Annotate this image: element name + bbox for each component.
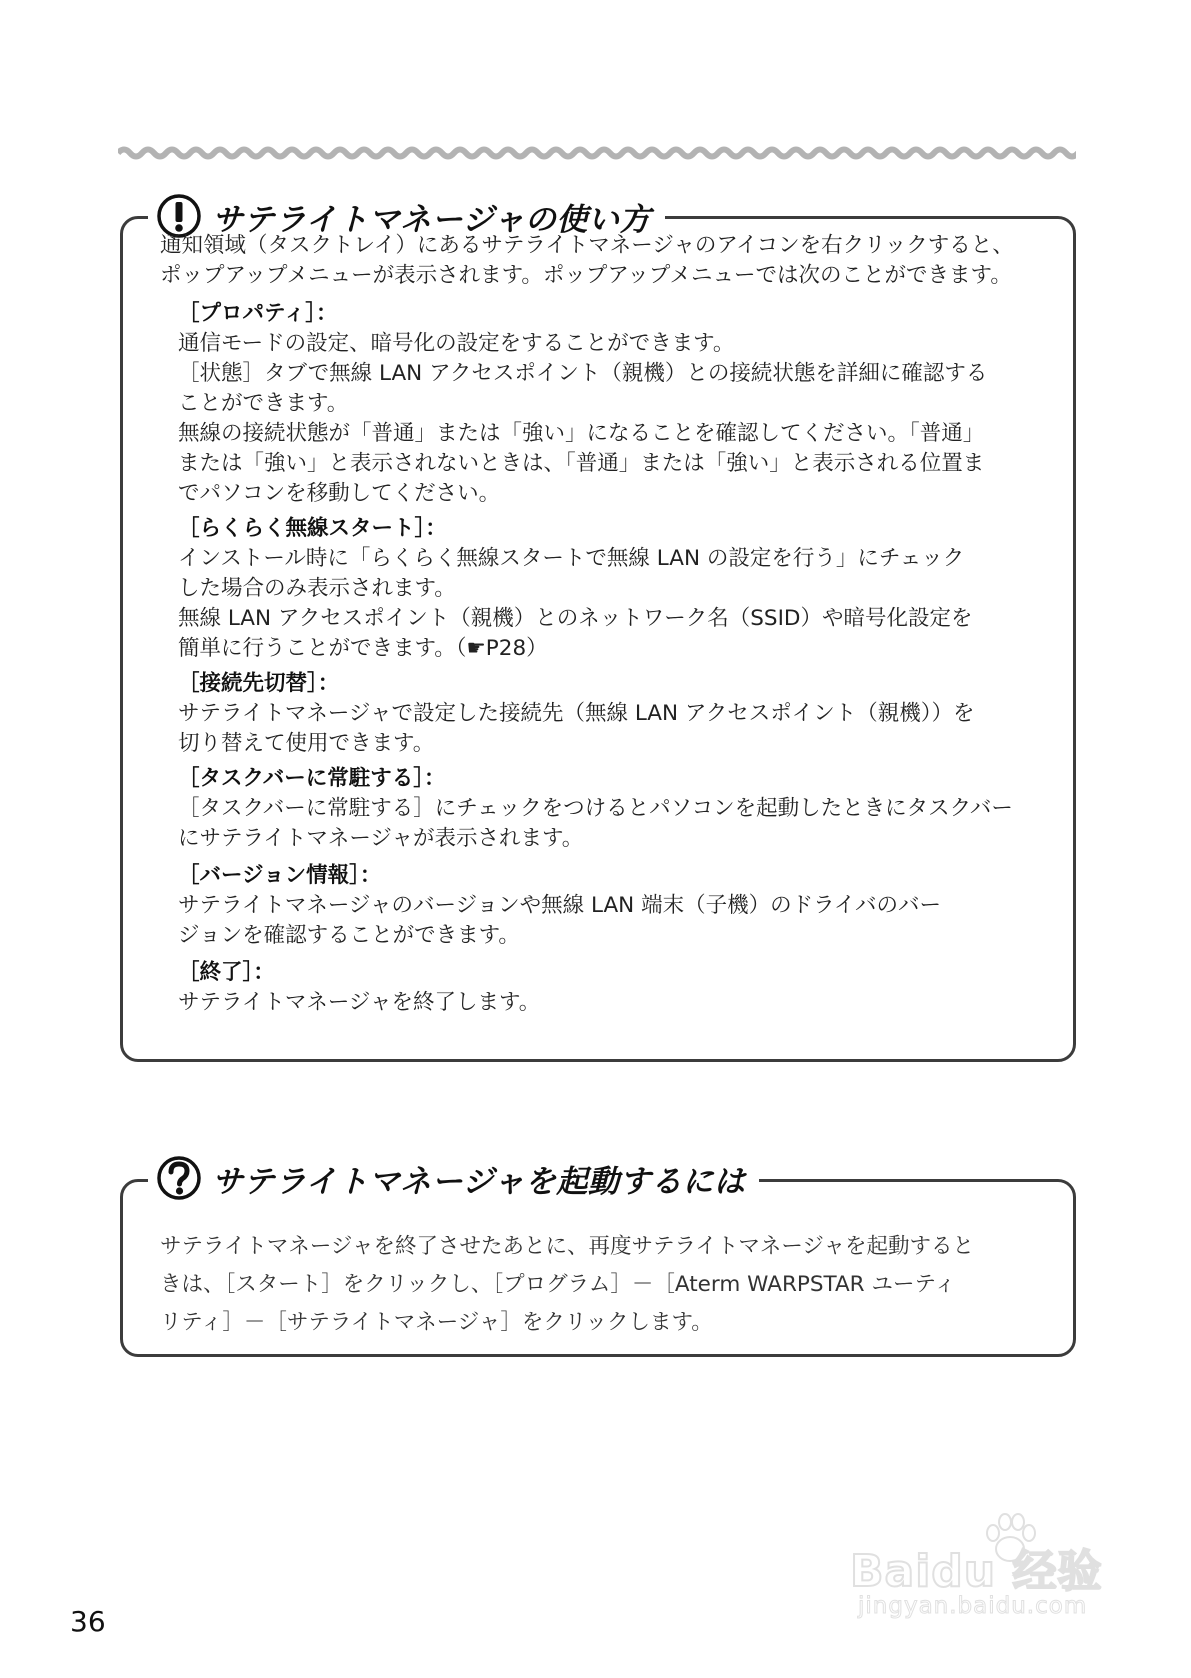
page-number: 36 <box>70 1605 106 1638</box>
item-text: でパソコンを移動してください。 <box>178 481 501 506</box>
item-text: 無線 LAN アクセスポイント（親機）とのネットワーク名（SSID）や暗号化設定を <box>178 606 973 631</box>
usage-section-title: サテライトマネージャの使い方 <box>212 201 651 238</box>
item-label-properties: ［プロパティ］： <box>178 301 338 326</box>
item-label-exit: ［終了］： <box>178 960 275 985</box>
intro-line: 通知領域（タスクトレイ）にあるサテライトマネージャのアイコンを右クリックすると、 <box>160 233 1014 258</box>
startup-section-title: サテライトマネージャを起動するには <box>212 1163 746 1200</box>
intro-line: ポップアップメニューが表示されます。ポップアップメニューでは次のことができます。 <box>160 263 1012 288</box>
question-icon <box>156 1155 202 1201</box>
item-label-version-info: ［バージョン情報］： <box>178 863 382 888</box>
startup-text-line: きは、［スタート］をクリックし、［プログラム］－［Aterm WARPSTAR ユーティ <box>160 1272 956 1297</box>
item-text: インストール時に「らくらく無線スタートで無線 LAN の設定を行う」にチェック <box>178 546 965 571</box>
item-text: 通信モードの設定、暗号化の設定をすることができます。 <box>178 331 735 356</box>
item-text: 無線の接続状態が「普通」または「強い」になることを確認してください。「普通」 <box>178 421 985 446</box>
item-text: または「強い」と表示されないときは、「普通」または「強い」と表示される位置ま <box>178 451 985 476</box>
item-text: サテライトマネージャで設定した接続先（無線 LAN アクセスポイント（親機））を <box>178 701 975 726</box>
item-label-resident-taskbar: ［タスクバーに常駐する］： <box>178 766 446 791</box>
item-text: にサテライトマネージャが表示されます。 <box>178 826 584 851</box>
item-text: ［タスクバーに常駐する］にチェックをつけるとパソコンを起動したときにタスクバー <box>178 796 1013 821</box>
item-text: 切り替えて使用できます。 <box>178 731 435 756</box>
item-text: ［状態］タブで無線 LAN アクセスポイント（親機）との接続状態を詳細に確認する <box>178 361 988 386</box>
item-text: 簡単に行うことができます。（☛P28） <box>178 636 548 661</box>
item-text: ことができます。 <box>178 391 349 416</box>
startup-text-line: リティ］－［サテライトマネージャ］をクリックします。 <box>160 1310 713 1335</box>
item-text: ジョンを確認することができます。 <box>178 923 520 948</box>
item-text: した場合のみ表示されます。 <box>178 576 456 601</box>
startup-section-heading <box>148 1151 759 1205</box>
watermark-url: jingyan.baidu.com <box>858 1593 1088 1619</box>
item-text: サテライトマネージャを終了します。 <box>178 990 541 1015</box>
wavy-divider <box>118 146 1076 160</box>
watermark-brand: Baidu 经验 <box>850 1546 1103 1597</box>
item-text: サテライトマネージャのバージョンや無線 LAN 端末（子機）のドライバのバー <box>178 893 941 918</box>
item-label-connection-switch: ［接続先切替］： <box>178 671 340 696</box>
baidu-watermark <box>850 1505 1150 1625</box>
item-label-easy-wireless-start: ［らくらく無線スタート］： <box>178 516 447 541</box>
startup-text-line: サテライトマネージャを終了させたあとに、再度サテライトマネージャを起動すると <box>160 1234 974 1259</box>
